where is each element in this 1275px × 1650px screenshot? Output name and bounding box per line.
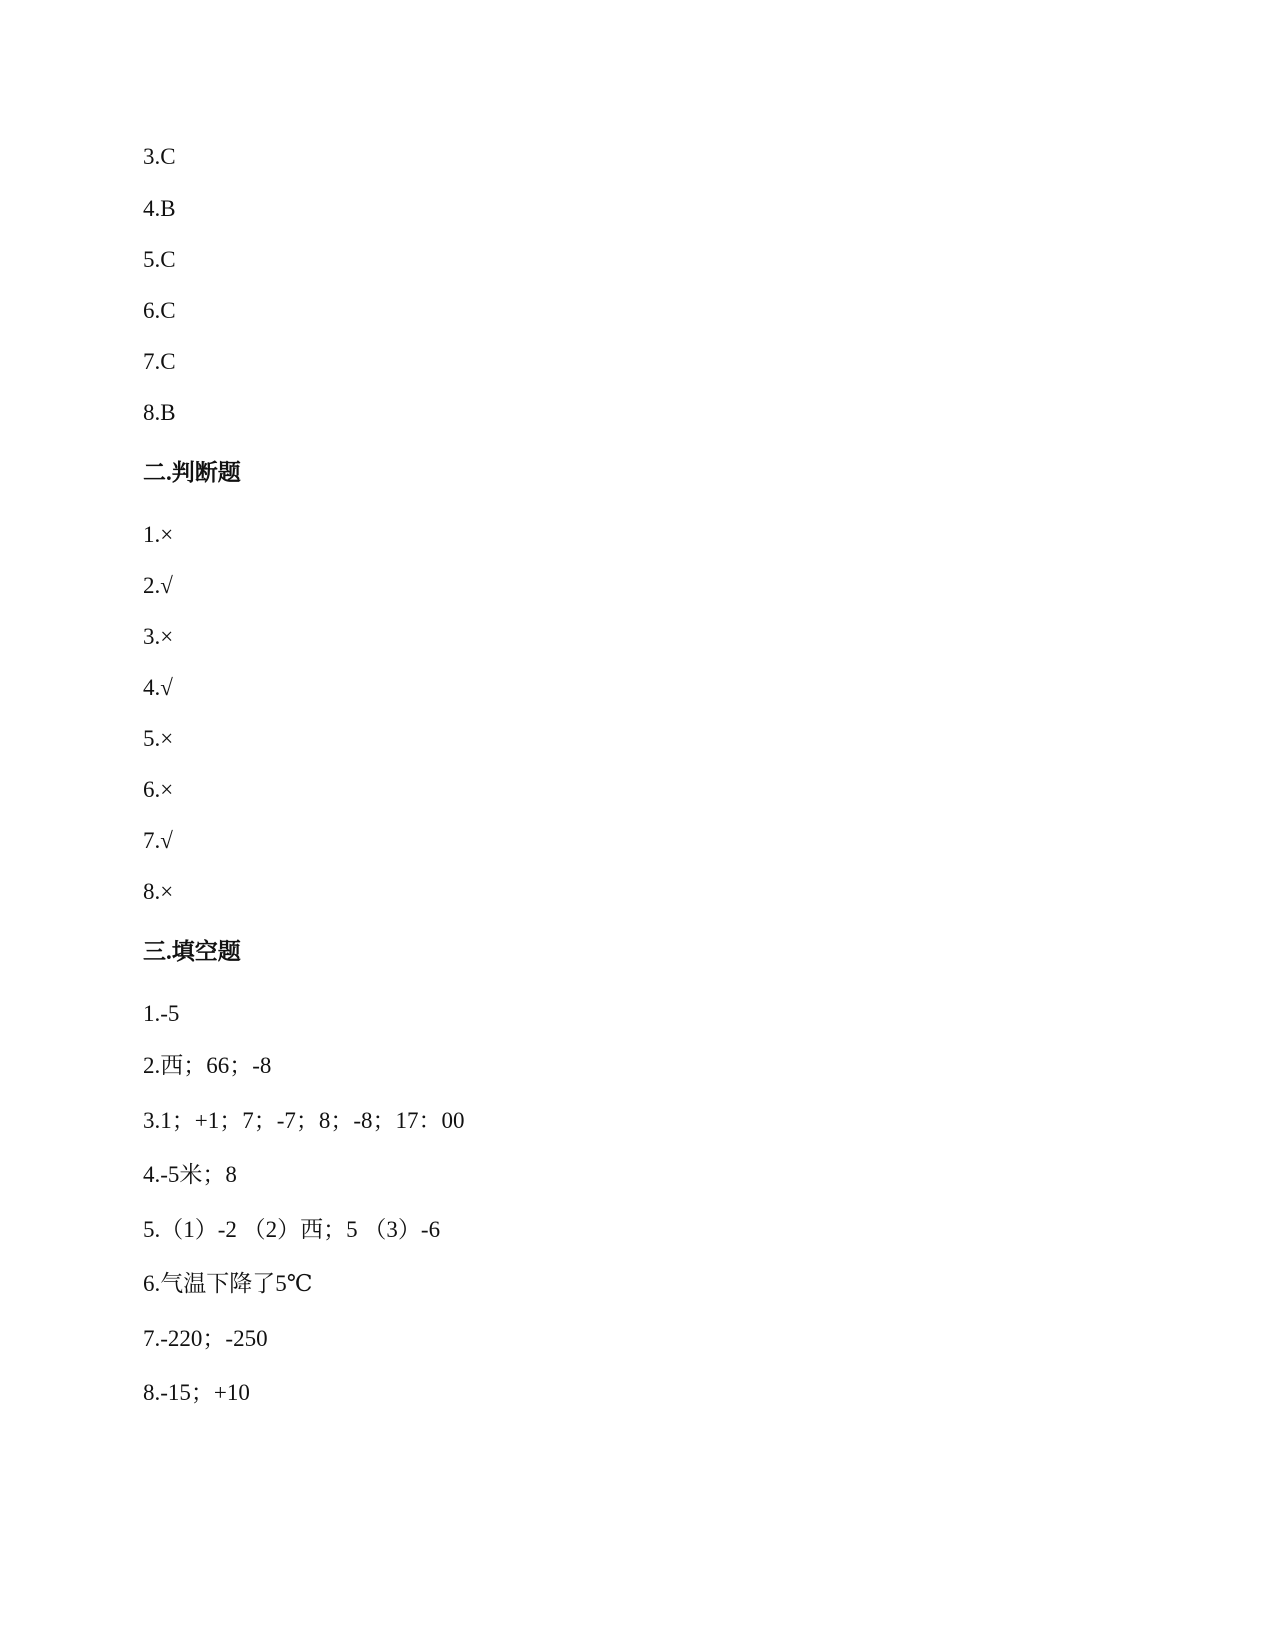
- judge-answer-8: 8.×: [143, 879, 174, 904]
- fill-answer-4: 4.-5米；8: [143, 1162, 237, 1187]
- judge-answer-1: 1.×: [143, 522, 174, 547]
- mc-answer-6: 6.C: [143, 298, 176, 323]
- fill-answer-3: 3.1；+1；7；-7；8；-8；17：00: [143, 1108, 465, 1133]
- mc-answer-8: 8.B: [143, 400, 176, 425]
- mc-answer-5: 5.C: [143, 247, 176, 272]
- fill-answer-7: 7.-220；-250: [143, 1326, 268, 1351]
- fill-answer-2: 2.西；66；-8: [143, 1053, 272, 1078]
- fill-answer-5: 5.（1）-2 （2）西；5 （3）-6: [143, 1217, 441, 1242]
- mc-answer-3: 3.C: [143, 144, 176, 169]
- judge-answer-5: 5.×: [143, 726, 174, 751]
- section-heading-judge: 二.判断题: [143, 460, 241, 485]
- judge-answer-2: 2.√: [143, 573, 173, 598]
- section-heading-fill: 三.填空题: [143, 939, 241, 964]
- fill-answer-8: 8.-15；+10: [143, 1380, 250, 1405]
- mc-answer-4: 4.B: [143, 196, 176, 221]
- fill-answer-6: 6.气温下降了5℃: [143, 1271, 313, 1296]
- judge-answer-7: 7.√: [143, 828, 173, 853]
- fill-answer-1: 1.-5: [143, 1001, 180, 1026]
- judge-answer-6: 6.×: [143, 777, 174, 802]
- judge-answer-3: 3.×: [143, 624, 174, 649]
- mc-answer-7: 7.C: [143, 349, 176, 374]
- judge-answer-4: 4.√: [143, 675, 173, 700]
